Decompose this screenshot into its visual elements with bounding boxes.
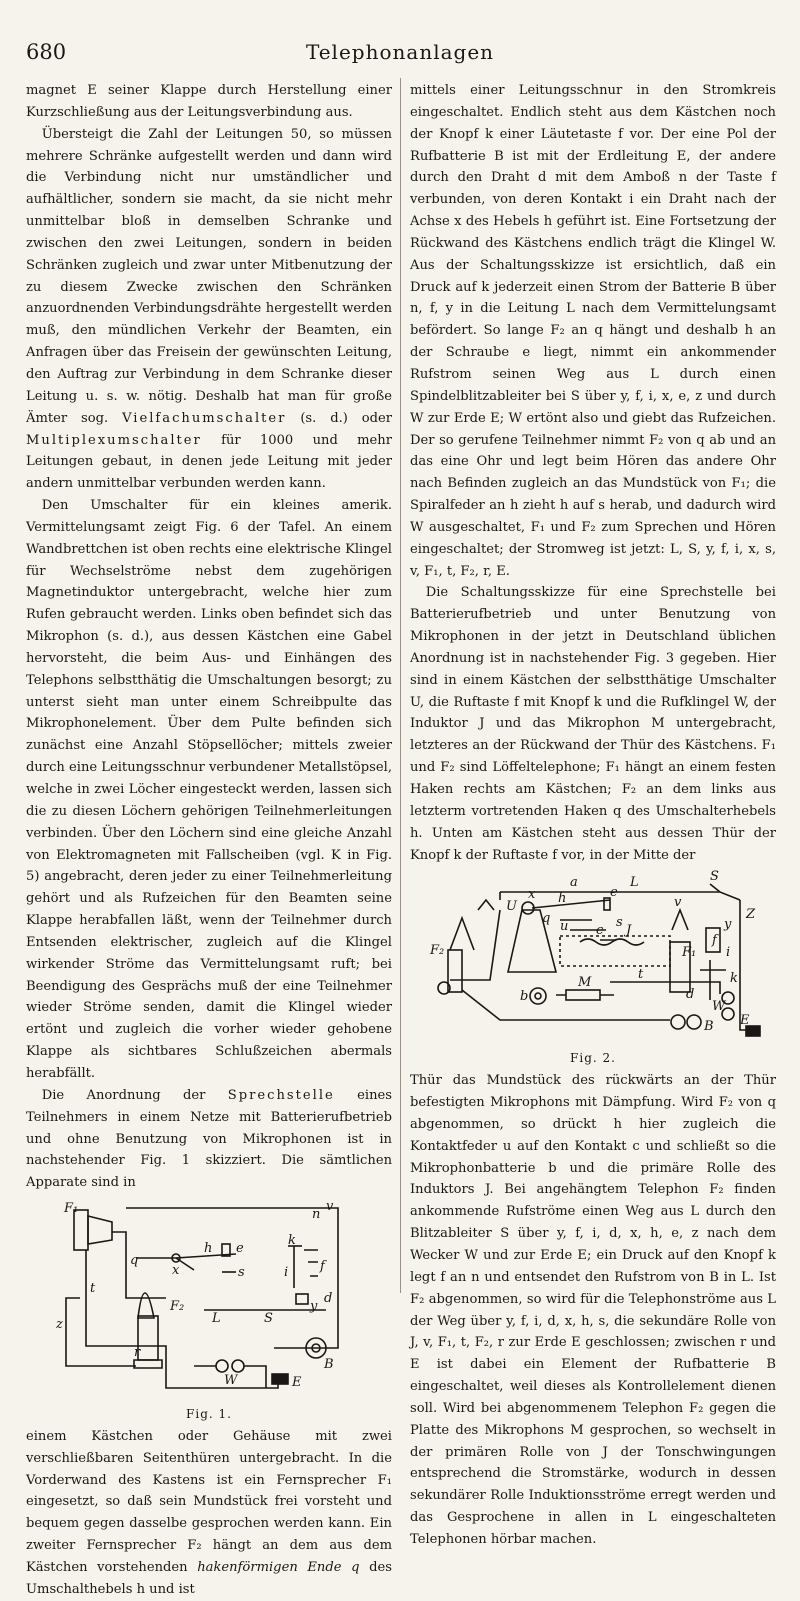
right-column xyxy=(410,80,776,1551)
paragraph: Die Anordnung der Sprechstelle eines Teilnehmers in einem Netze mit Batterierufbetrieb und ohne Benutzung von Mikrophonen ist in nachstehender Fig. 1 skizziert. Die sämtlichen Apparate sind in xyxy=(26,1087,393,1191)
svg-text:s: s xyxy=(616,915,623,931)
paragraph: Übersteigt die Zahl der Leitungen 50, so müssen mehrere Schränke aufgestellt werden und dann wird die Verbindung nicht nur umständlicher und aufhältlicher, sondern sie macht, da sie nicht mehr unmittelbar bloß in demselben Schranke und zwischen den zwei Leitungen, sondern in beiden Schränken zugleich und zwar unter Mitbenutzung der zu diesem Zwecke zwischen den Schränken anzuordnenden Verbindungsdrähte hergestellt werden muß, den mündlichen Verkehr der Beamten, ein Anfragen über das Freisein der gewünschten Leitung, den Auftrag zur Verbindung in dem Schranke dieser Leitung u. s. w. nötig. Deshalb hat man für große Ämter sog. Vielfachumschalter (s. d.) oder Multiplexumschalter für 1000 und mehr Leitungen gebaut, in denen jede Leitung mit jeder andern unmittelbar verbunden werden kann. xyxy=(26,126,392,492)
svg-text:M: M xyxy=(578,975,592,991)
svg-text:f: f xyxy=(320,1259,325,1275)
svg-text:v: v xyxy=(326,1199,334,1215)
svg-text:h: h xyxy=(204,1241,213,1257)
paragraph: einem Kästchen oder Gehäuse mit zwei verschließbaren Seitenthüren untergebracht. In die Vorderwand des Kastens ist ein Fernsprecher F₁ eingesetzt, so daß sein Mundstück frei vorsteht und bequem gegen dasselbe gesprochen werden kann. Ein zweiter Fernsprecher F₂ hängt an dem aus dem Kästchen vorstehenden hakenförmigen Ende q des Umschalthebels h und ist xyxy=(26,1428,392,1597)
svg-text:B: B xyxy=(324,1357,334,1373)
svg-text:b: b xyxy=(520,989,529,1005)
page-number: 680 xyxy=(26,40,67,64)
svg-text:i: i xyxy=(284,1265,289,1281)
svg-text:F₁: F₁ xyxy=(682,945,697,961)
svg-text:t: t xyxy=(90,1281,96,1297)
svg-text:B: B xyxy=(704,1019,714,1035)
svg-text:W: W xyxy=(712,999,726,1015)
figure-2-caption: Fig. 2. xyxy=(570,1051,616,1066)
svg-text:z: z xyxy=(56,1317,63,1333)
figure-2-diagram xyxy=(410,870,776,1042)
svg-text:E: E xyxy=(292,1375,302,1391)
svg-text:e: e xyxy=(610,885,618,901)
svg-text:r: r xyxy=(134,1345,141,1361)
svg-text:F₂: F₂ xyxy=(430,943,445,959)
svg-text:f: f xyxy=(712,933,717,949)
svg-text:v: v xyxy=(674,895,682,911)
svg-text:S: S xyxy=(710,870,719,885)
svg-text:k: k xyxy=(288,1233,296,1249)
svg-text:S: S xyxy=(264,1311,273,1327)
paragraph: Thür das Mundstück des rückwärts an der Thür befestigten Mikrophons mit Dämpfung. Wird F₂ von q abgenommen, so drückt h hier zugleich die Kontaktfeder u auf den Kontakt c und schließt so die Mikrophonbatterie b und die primäre Rolle des Induktors J. Bei angehängtem Telephon F₂ finden ankommende Rufströme einen Weg aus L durch den Blitzableiter S über y, f, i, d, x, h, e, z nach dem Wecker W und zur Erde E; ein Druck auf den Knopf k legt f an n und entsendet den Rufstrom von B in L. Ist F₂ abgenommen, so wird für die Telephonströme aus L der Weg über y, f, i, d, x, h, s, die sekundäre Rolle von J, v, F₁, t, F₂, r zur Erde E geschlossen; zwischen r und E ist dabei ein Element der Rufbatterie B eingeschaltet, weil dieses als Kontrollelement dienen soll. Wird bei abgenommenem Telephon F₂ gegen die Platte des Mikrophons M gesprochen, so wechselt in der primären Rolle von J der Tonschwingungen entsprechend die Stromstärke, wodurch in dessen sekundärer Rolle Induktionsströme erregt werden und das Gesprochene in allen in L eingeschalteten Telephonen hörbar machen. xyxy=(410,1073,776,1547)
svg-text:a: a xyxy=(570,875,578,891)
svg-text:e: e xyxy=(236,1241,244,1257)
left-column xyxy=(26,80,392,1601)
svg-text:q: q xyxy=(130,1253,139,1269)
svg-text:F₂: F₂ xyxy=(170,1299,185,1315)
svg-text:u: u xyxy=(560,919,569,935)
svg-text:L: L xyxy=(630,875,639,891)
figure-1-diagram xyxy=(26,1198,392,1398)
svg-text:Z: Z xyxy=(746,907,756,923)
svg-text:n: n xyxy=(312,1207,321,1223)
svg-text:E: E xyxy=(740,1013,750,1029)
column-divider xyxy=(400,78,401,1293)
paragraph: Die Schaltungsskizze für eine Sprechstelle bei Batterierufbetrieb und unter Benutzung von Mikrophonen in der jetzt in Deutschland üblichen Anordnung ist in nachstehender Fig. 3 gegeben. Hier sind in einem Kästchen der selbstthätige Umschalter U, die Ruftaste f mit Knopf k und die Rufklingel W, der Induktor J und das Mikrophon M untergebracht, letzteres an der Rückwand der Thür des Kästchens. F₁ und F₂ sind Löffeltelephone; F₁ hängt an einem festen Haken rechts am Kästchen; F₂ an dem links aus letzterm vortretenden Haken q des Umschalterhebels h. Unten am Kästchen steht aus dessen Thür der Knopf k der Ruftaste f vor, in der Mitte der xyxy=(410,585,776,863)
term-vielfachumschalter: Vielfachumschalter xyxy=(122,410,287,426)
svg-text:d: d xyxy=(686,987,695,1003)
svg-text:U: U xyxy=(506,899,517,915)
svg-text:i: i xyxy=(726,945,731,961)
svg-text:q: q xyxy=(542,911,551,927)
paragraph: Den Umschalter für ein kleines amerik. Vermittelungsamt zeigt Fig. 6 der Tafel. An einem Wandbrettchen ist oben rechts eine elektrische Klingel für Wechselströme nebst dem zugehörigen Magnetinduktor untergebracht, welche hier zum Rufen gebraucht werden. Links oben befindet sich das Mikrophon (s. d.), aus dessen Kästchen eine Gabel hervorsteht, die beim Aus- und Einhängen des Telephons selbstthätig die Umschaltungen besorgt; zu unterst sieht man unter einem Schreibpulte das Mikrophonelement. Über dem Pulte befinden sich zunächst eine Anzahl Stöpsellöcher; mittels zweier durch eine Leitungsschnur verbundener Metallstöpsel, welche in zwei Löcher eingesteckt werden, lassen sich die zu diesen Löchern gehörigen Teilnehmerleitungen verbinden. Über den Löchern sind eine gleiche Anzahl von Elektromagneten mit Fallscheiben (vgl. K in Fig. 5) angebracht, deren jeder zu einer Teilnehmerleitung gehört und als Rufzeichen für den Beamten seine Klappe herabfallen läßt, wenn der Teilnehmer durch Entsenden elektrischer, zugleich auf die Klingel wirkender Ströme das Vermittelungsamt ruft; bei Beendigung des Gesprächs muß der eine Teilnehmer wieder Ströme senden, damit die Klingel wieder ertönt und zugleich die vorher wieder gehobene Klappe als sichtbares Schlußzeichen abermals herabfällt. xyxy=(26,498,392,1081)
svg-text:x: x xyxy=(528,887,536,903)
figure-1-caption: Fig. 1. xyxy=(186,1407,232,1422)
svg-text:W: W xyxy=(224,1373,238,1389)
page-title: Telephonanlagen xyxy=(305,40,495,64)
term-sprechstelle: Sprechstelle xyxy=(227,1087,335,1103)
svg-text:c: c xyxy=(596,923,604,939)
italic-term: hakenförmigen Ende q xyxy=(197,1559,360,1575)
svg-text:h: h xyxy=(558,891,567,907)
svg-text:x: x xyxy=(172,1263,180,1279)
svg-text:y: y xyxy=(310,1299,318,1315)
svg-text:d: d xyxy=(324,1291,333,1307)
fig1-label: F₁ xyxy=(64,1201,79,1217)
paragraph: magnet E seiner Klappe durch Herstellung einer Kurzschließung aus der Leitungsverbindung aus. xyxy=(26,83,392,120)
paragraph: mittels einer Leitungsschnur in den Stromkreis eingeschaltet. Endlich steht aus dem Kästchen noch der Knopf k einer Läutetaste f vor. Der eine Pol der Rufbatterie B ist mit der Erdleitung E, der andere durch den Draht d mit dem Amboß n der Taste f verbunden, von deren Kontakt i ein Draht nach der Achse x des Hebels h geführt ist. Eine Fortsetzung der Rückwand des Kästchens endlich trägt die Klingel W. Aus der Schaltungsskizze ist ersichtlich, daß ein Druck auf k jederzeit einen Strom der Batterie B über n, f, y in die Leitung L nach dem Vermittelungsamt befördert. So lange F₂ an q hängt und deshalb h an der Schraube e liegt, nimmt ein ankommender Rufstrom seinen Weg aus L durch einen Spindelblitzableiter bei S über y, f, i, x, e, z und durch W zur Erde E; W ertönt also und giebt das Rufzeichen. Der so gerufene Teilnehmer nimmt F₂ von q ab und an das eine Ohr und legt beim Hören das andere Ohr nach Befinden zugleich an das Mundstück von F₁; die Spiralfeder an h zieht h auf s herab, und dadurch wird W ausgeschaltet, F₁ und F₂ zum Sprechen und Hören eingeschaltet; der Stromweg ist jetzt: L, S, y, f, i, x, s, v, F₁, t, F₂, r, E. xyxy=(410,83,776,579)
page-header xyxy=(26,40,774,70)
svg-text:L: L xyxy=(212,1311,221,1327)
svg-text:t: t xyxy=(638,967,644,983)
svg-text:y: y xyxy=(724,917,732,933)
term-multiplexumschalter: Multiplexumschalter xyxy=(26,432,202,448)
svg-text:J: J xyxy=(626,923,632,939)
svg-text:k: k xyxy=(730,971,738,987)
svg-text:s: s xyxy=(238,1265,245,1281)
